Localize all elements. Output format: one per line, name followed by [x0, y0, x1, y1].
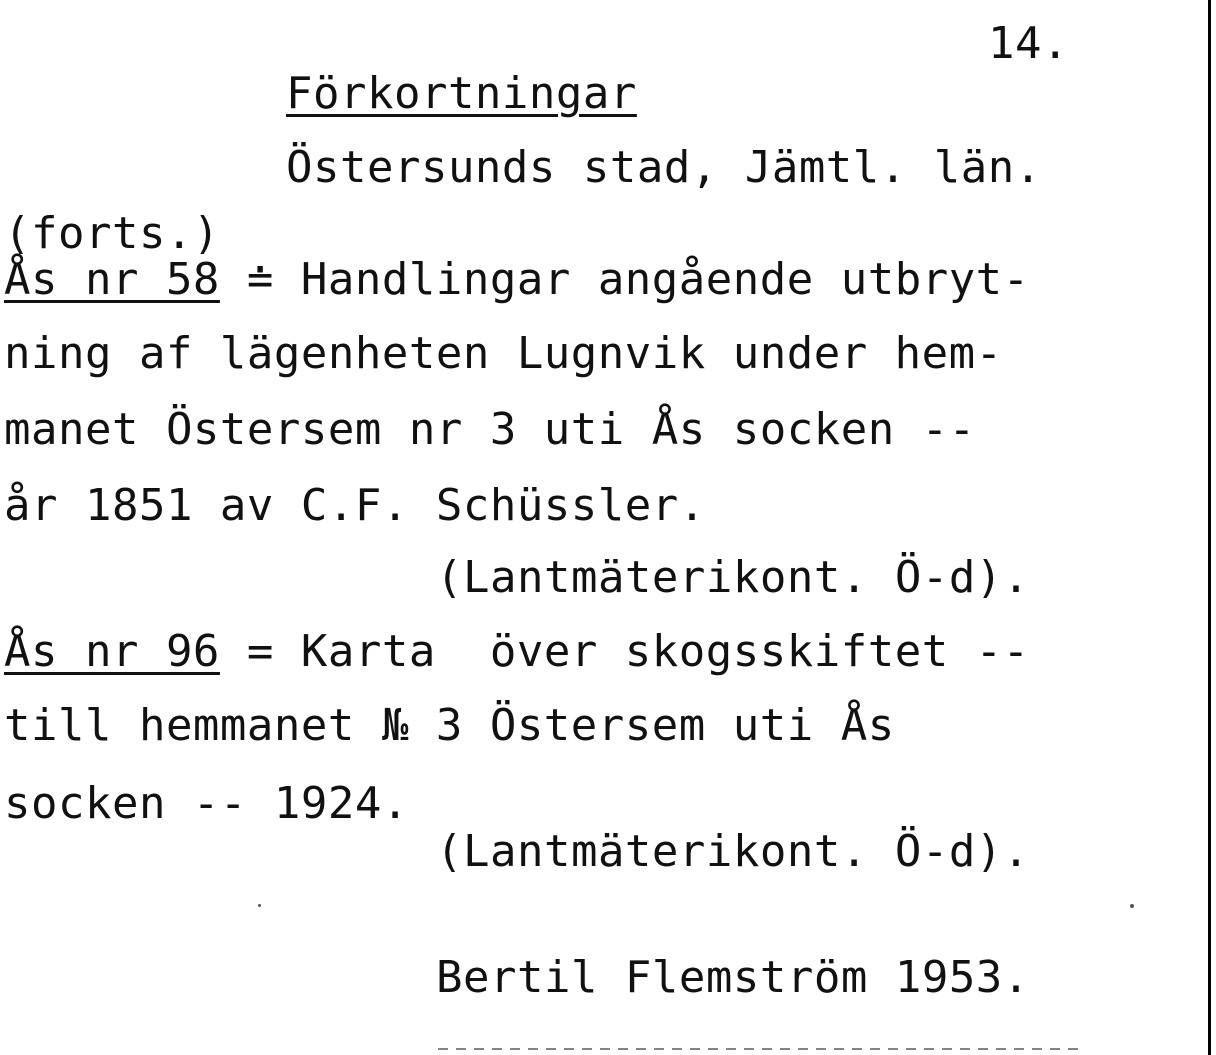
entry-1-text-line: år 1851 av C.F. Schüssler.	[4, 480, 706, 531]
entry-1-text-line: manet Östersem nr 3 uti Ås socken --	[4, 404, 976, 455]
scan-artifact	[438, 1048, 1078, 1050]
continued-note: (forts.)	[4, 208, 220, 259]
scan-speck	[1130, 904, 1134, 908]
signature: Bertil Flemström 1953.	[436, 952, 1030, 1003]
entry-1-first-line	[4, 254, 1030, 305]
entry-1-separator: ≐	[246, 254, 274, 305]
entry-2-text-line: Karta över skogsskiftet --	[300, 626, 1030, 677]
page-number: 14.	[988, 18, 1069, 69]
entry-2-first-line	[4, 626, 1030, 677]
entry-1-text-line: Handlingar angående utbryt-	[300, 254, 1030, 305]
scan-speck	[258, 904, 261, 907]
entry-2-source: (Lantmäterikont. Ö-d).	[436, 826, 1030, 877]
entry-2-text-line: till hemmanet № 3 Östersem uti Ås	[4, 700, 895, 751]
heading: Förkortningar	[286, 68, 637, 119]
entry-1-source: (Lantmäterikont. Ö-d).	[436, 552, 1030, 603]
entry-1-reference: Ås nr 58	[4, 254, 220, 305]
entry-2-separator: =	[246, 626, 274, 677]
entry-2-text-line: socken -- 1924.	[4, 778, 409, 829]
entry-2-reference: Ås nr 96	[4, 626, 220, 677]
entry-1-text-line: ning af lägenheten Lugnvik under hem-	[4, 328, 1003, 379]
card-edge-line	[1208, 0, 1211, 1055]
place-name: Östersunds stad, Jämtl. län.	[286, 142, 1042, 193]
